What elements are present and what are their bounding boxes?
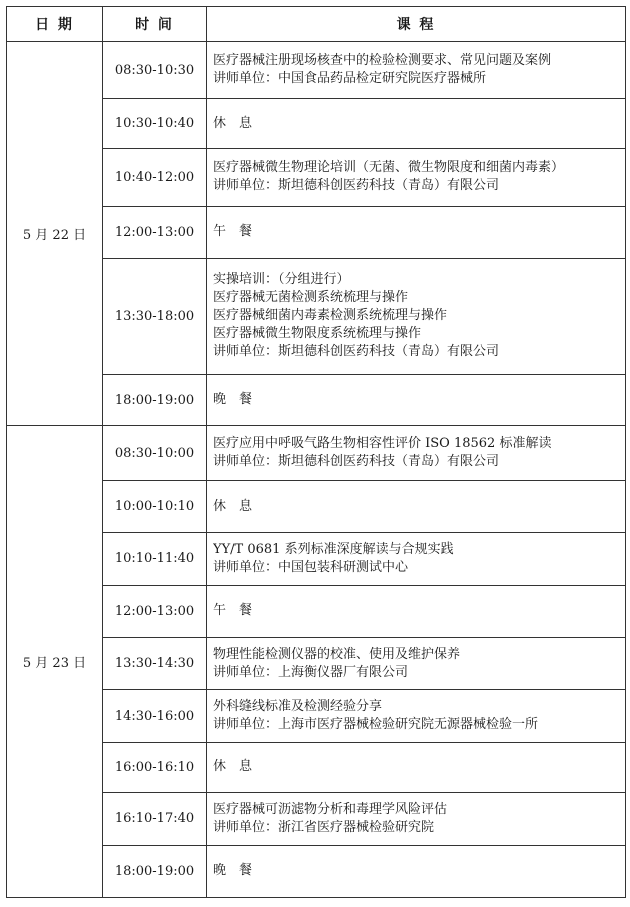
time-cell: 13:30-14:30 bbox=[103, 638, 207, 690]
course-line: 外科缝线标准及检测经验分享 bbox=[213, 699, 383, 715]
schedule-table bbox=[6, 6, 626, 898]
course-cell bbox=[207, 845, 626, 897]
course-cell bbox=[207, 585, 626, 637]
course-line: 医疗器械注册现场核查中的检验检测要求、常见问题及案例 bbox=[213, 53, 552, 69]
time-cell: 14:30-16:00 bbox=[103, 690, 207, 743]
time-cell: 08:30-10:30 bbox=[103, 42, 207, 99]
time-column-header: 时 间 bbox=[103, 7, 207, 42]
course-cell bbox=[207, 792, 626, 845]
time-cell: 16:10-17:40 bbox=[103, 792, 207, 845]
table-row bbox=[7, 42, 626, 99]
time-cell: 10:00-10:10 bbox=[103, 481, 207, 532]
time-cell: 08:30-10:00 bbox=[103, 426, 207, 481]
date-cell: 5 月 23 日 bbox=[7, 426, 103, 898]
course-line: 讲师单位：斯坦德科创医药科技（青岛）有限公司 bbox=[213, 178, 500, 194]
time-cell: 18:00-19:00 bbox=[103, 845, 207, 897]
course-line: 医疗器械细菌内毒素检测系统梳理与操作 bbox=[213, 308, 448, 324]
schedule-body bbox=[7, 42, 626, 898]
time-cell: 10:40-12:00 bbox=[103, 149, 207, 206]
course-line: 医疗器械可沥滤物分析和毒理学风险评估 bbox=[213, 801, 448, 817]
course-line: 物理性能检测仪器的校准、使用及维护保养 bbox=[213, 646, 461, 662]
course-column-header: 课 程 bbox=[207, 7, 626, 42]
time-cell: 10:10-11:40 bbox=[103, 532, 207, 585]
time-cell: 16:00-16:10 bbox=[103, 743, 207, 792]
course-line: 晚餐 bbox=[213, 392, 266, 408]
course-cell bbox=[207, 149, 626, 206]
time-cell: 10:30-10:40 bbox=[103, 99, 207, 149]
time-cell: 12:00-13:00 bbox=[103, 206, 207, 258]
course-cell bbox=[207, 532, 626, 585]
date-cell: 5 月 22 日 bbox=[7, 42, 103, 426]
course-line: 医疗器械微生物理论培训（无菌、微生物限度和细菌内毒素） bbox=[213, 160, 565, 176]
course-line: 医疗应用中呼吸气路生物相容性评价 ISO 18562 标准解读 bbox=[213, 436, 552, 452]
time-cell: 12:00-13:00 bbox=[103, 585, 207, 637]
date-column-header: 日 期 bbox=[7, 7, 103, 42]
course-cell bbox=[207, 426, 626, 481]
course-line: 医疗器械无菌检测系统梳理与操作 bbox=[213, 290, 409, 306]
course-cell bbox=[207, 206, 626, 258]
course-cell bbox=[207, 375, 626, 426]
course-cell bbox=[207, 42, 626, 99]
time-cell: 18:00-19:00 bbox=[103, 375, 207, 426]
course-line: 讲师单位：斯坦德科创医药科技（青岛）有限公司 bbox=[213, 454, 500, 470]
course-line: 医疗器械微生物限度系统梳理与操作 bbox=[213, 326, 422, 342]
table-row bbox=[7, 426, 626, 481]
course-cell bbox=[207, 99, 626, 149]
course-line: 午餐 bbox=[213, 224, 266, 240]
course-line: 休息 bbox=[213, 498, 266, 514]
header-row bbox=[7, 7, 626, 42]
course-cell bbox=[207, 743, 626, 792]
course-line: 午餐 bbox=[213, 603, 266, 619]
course-cell bbox=[207, 690, 626, 743]
course-line: 晚餐 bbox=[213, 863, 266, 879]
course-line: 讲师单位：斯坦德科创医药科技（青岛）有限公司 bbox=[213, 344, 500, 360]
course-line: 讲师单位：上海衡仪器厂有限公司 bbox=[213, 664, 409, 680]
course-cell bbox=[207, 481, 626, 532]
course-cell bbox=[207, 258, 626, 374]
course-line: 休息 bbox=[213, 759, 266, 775]
time-cell: 13:30-18:00 bbox=[103, 258, 207, 374]
course-line: 实操培训：（分组进行） bbox=[213, 272, 350, 288]
course-line: 讲师单位：中国包装科研测试中心 bbox=[213, 559, 409, 575]
course-line: 讲师单位：上海市医疗器械检验研究院无源器械检验一所 bbox=[213, 717, 539, 733]
course-line: 讲师单位：中国食品药品检定研究院医疗器械所 bbox=[213, 71, 487, 87]
course-line: 休息 bbox=[213, 115, 266, 131]
course-line: YY/T 0681 系列标准深度解读与合规实践 bbox=[213, 541, 454, 557]
course-line: 讲师单位：浙江省医疗器械检验研究院 bbox=[213, 819, 435, 835]
course-cell bbox=[207, 638, 626, 690]
